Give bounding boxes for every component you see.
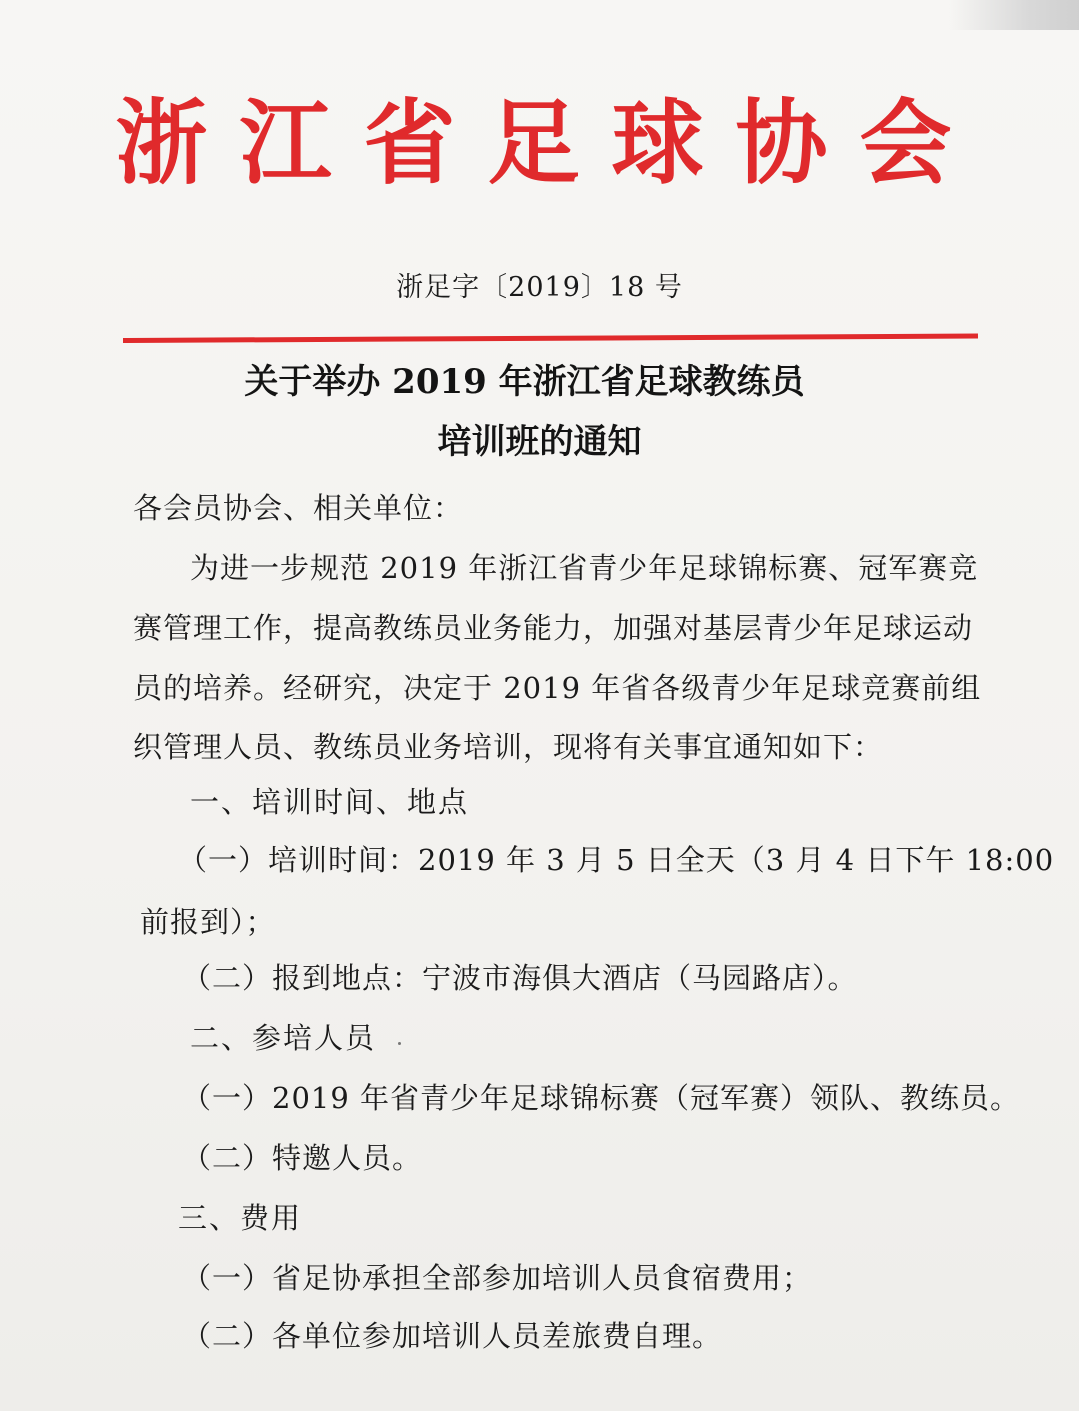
salutation: 各会员协会、相关单位： <box>133 491 464 525</box>
intro-line-2: 赛管理工作，提高教练员业务能力，加强对基层青少年足球运动 <box>133 611 974 645</box>
section-3-item-1: （一）省足协承担全部参加培训人员食宿费用； <box>182 1261 813 1295</box>
ink-speck <box>398 1042 401 1045</box>
page-corner-shadow <box>949 0 1079 30</box>
red-divider-line <box>123 334 978 343</box>
intro-line-1: 为进一步规范 2019 年浙江省青少年足球锦标赛、冠军赛竞 <box>190 551 979 585</box>
org-header: 浙江省足球协会 <box>115 89 984 197</box>
section-1-item-1-cont: 前报到）； <box>140 905 276 939</box>
section-3-item-2: （二）各单位参加培训人员差旅费自理。 <box>182 1319 723 1353</box>
section-1-heading: 一、培训时间、地点 <box>190 785 470 819</box>
notice-title-line-1: 关于举办 2019 年浙江省足球教练员 <box>244 362 805 402</box>
section-2-heading: 二、参培人员 <box>190 1021 377 1055</box>
section-2-item-1: （一）2019 年省青少年足球锦标赛（冠军赛）领队、教练员。 <box>182 1081 1021 1115</box>
section-3-heading: 三、费用 <box>178 1201 303 1235</box>
section-1-item-2: （二）报到地点：宁波市海俱大酒店（马园路店）。 <box>182 961 858 995</box>
intro-line-3: 员的培养。经研究，决定于 2019 年省各级青少年足球竞赛前组 <box>133 671 982 705</box>
intro-line-4: 织管理人员、教练员业务培训，现将有关事宜通知如下： <box>133 730 884 764</box>
document-number: 浙足字〔2019〕18 号 <box>396 272 683 303</box>
section-2-item-2: （二）特邀人员。 <box>182 1141 423 1175</box>
notice-title-line-2: 培训班的通知 <box>437 422 642 462</box>
section-1-item-1: （一）培训时间：2019 年 3 月 5 日全天（3 月 4 日下午 18:00 <box>178 843 1055 877</box>
